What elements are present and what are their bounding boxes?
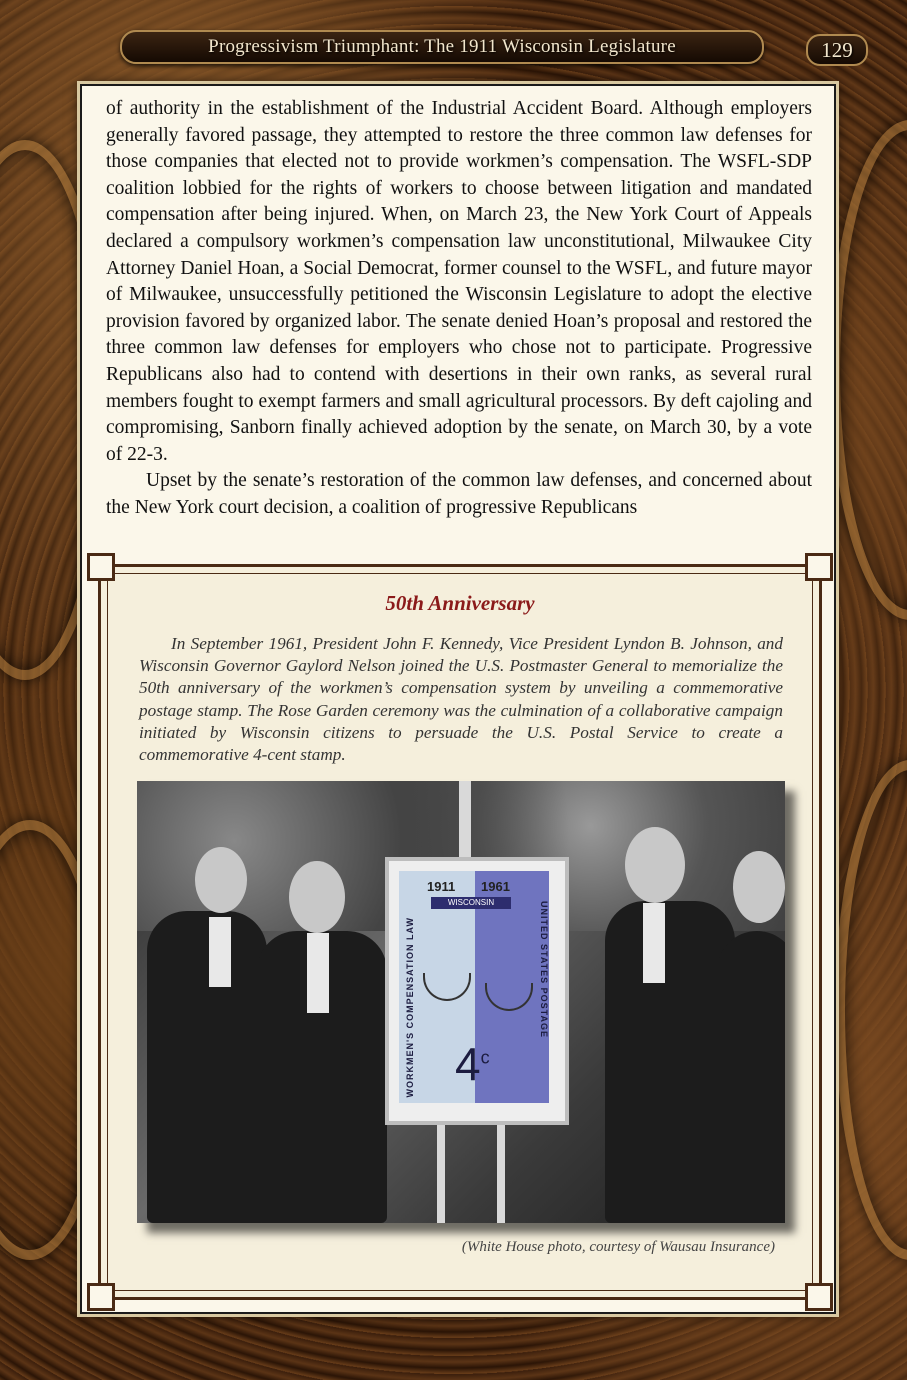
stamp-value <box>455 1037 490 1091</box>
page-number: 129 <box>821 38 853 62</box>
stamp-cent-sign: c <box>480 1047 490 1068</box>
easel-leg-right <box>497 1111 505 1223</box>
body-paragraph-2: Upset by the senate’s restoration of the common law defenses, and concerned about the New York court decision, a coalition of progressive Republicans <box>106 470 812 518</box>
person-4-head <box>733 851 785 923</box>
stamp-year-1961: 1961 <box>481 879 510 894</box>
person-2-head <box>289 861 345 933</box>
person-3-shirt <box>643 903 665 983</box>
body-paragraph-1: of authority in the establishment of the Industrial Accident Board. Although employers generally favored passage, they attempted to restore the three common law defenses for those companies that elected not to provide workmen’s compensation. The WSFL-SDP coalition lobbied for the rights of workers to choose between litigation and mandated compensation after being injured. When, on March 23, the New York Court of Appeals declared a compulsory workmen’s compensation law unconstitutional, Milwaukee City Attorney Daniel Hoan, a Social Democrat, former counsel to the WSFL, and future mayor of Milwaukee, unsuccessfully petitioned the Wisconsin Legislature to adopt the elective provision favored by organized labor. The senate denied Hoan’s proposal and restored the three common law defenses for employers who chose not to participate. Progressive Republicans also had to contend with desertions in their own ranks, as several rural members fought to exempt farmers and small agricultural processors. By deft cajoling and compromising, Sanborn finally achieved adoption by the senate, on March 30, by a vote of 22-3. <box>106 98 812 465</box>
person-2-shirt <box>307 933 329 1013</box>
ornament-right-upper <box>830 120 907 620</box>
photo-credit: (White House photo, courtesy of Wausau Insurance) <box>461 1239 775 1255</box>
sidebar-box <box>98 564 822 1300</box>
page-panel <box>80 84 836 1314</box>
ceremony-photo <box>137 781 785 1223</box>
ornament-right-lower <box>835 760 907 1260</box>
person-1-head <box>195 847 247 913</box>
running-header <box>120 30 764 64</box>
stamp-right-text: UNITED STATES POSTAGE <box>539 901 549 1039</box>
stamp-left-text: WORKMEN'S COMPENSATION LAW <box>405 917 415 1098</box>
stamp-state-label: WISCONSIN <box>431 897 511 909</box>
body-text <box>106 96 812 522</box>
page-number-box <box>806 34 868 66</box>
corner-ornament-tr <box>805 553 833 581</box>
person-4 <box>717 931 785 1223</box>
corner-ornament-bl <box>87 1283 115 1311</box>
person-3 <box>605 901 735 1223</box>
chapter-title: Progressivism Triumphant: The 1911 Wisconsin Legislature <box>208 36 676 57</box>
easel-leg-left <box>437 1111 445 1223</box>
stamp-year-1911: 1911 <box>427 879 456 894</box>
stamp-value-number: 4 <box>455 1038 481 1090</box>
sidebar-text: In September 1961, President John F. Kennedy, Vice President Lyndon B. Johnson, and Wisconsin Governor Gaylord Nelson joined the U.S. Postmaster General to memorialize the 50th anniversary of the workmen’s compensation system by unveiling a commemorative postage stamp. The Rose Garden ceremony was the culmination of a collaborative campaign initiated by Wisconsin citizens to persuade the U.S. Postal Service to create a commemorative 4-cent stamp. <box>139 634 783 765</box>
person-1-shirt <box>209 917 231 987</box>
person-3-head <box>625 827 685 903</box>
corner-ornament-tl <box>87 553 115 581</box>
commemorative-stamp <box>385 857 569 1125</box>
person-1 <box>147 911 267 1223</box>
sidebar-title: 50th Anniversary <box>385 591 535 615</box>
corner-ornament-br <box>805 1283 833 1311</box>
